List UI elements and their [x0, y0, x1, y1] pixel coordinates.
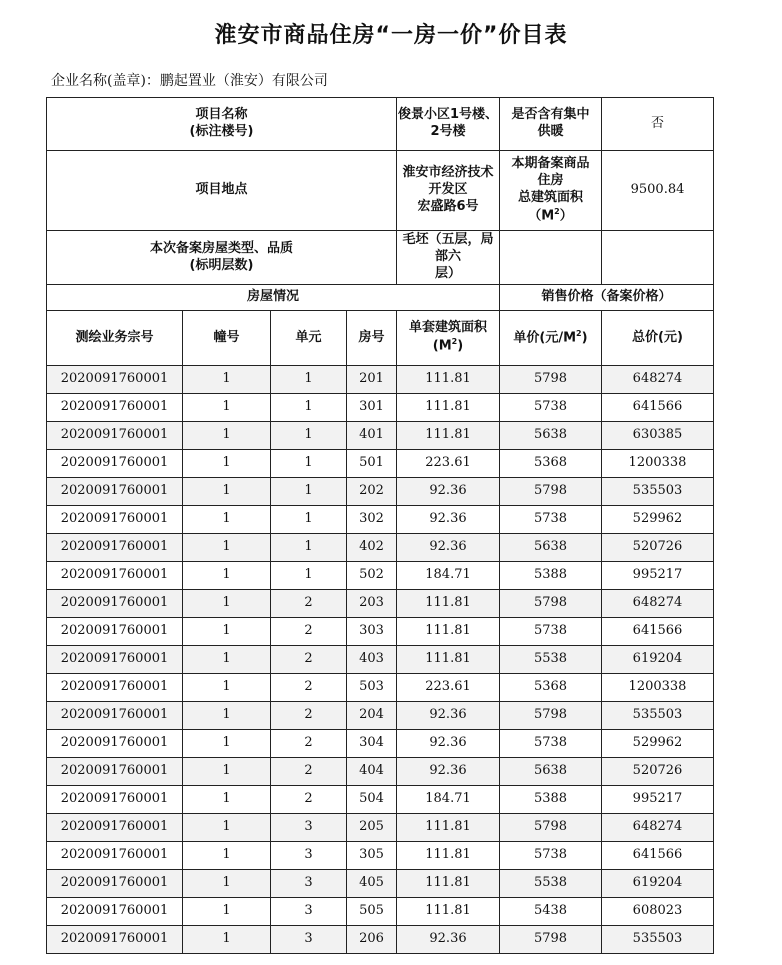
cell-room: 402 [347, 534, 397, 562]
cell-area: 111.81 [397, 646, 500, 674]
cell-case-no: 2020091760001 [47, 730, 183, 758]
cell-case-no: 2020091760001 [47, 786, 183, 814]
label-line: (标明层数) [189, 257, 254, 273]
cell-area: 92.36 [397, 926, 500, 954]
table-row [47, 478, 714, 506]
label-line: 总建筑面积 [517, 189, 583, 205]
cell-unit: 2 [271, 674, 347, 702]
cell-area: 111.81 [397, 366, 500, 394]
unit-text: ) [581, 330, 588, 346]
unit-text: （M [528, 208, 555, 224]
cell-room: 404 [347, 758, 397, 786]
cell-total: 1200338 [602, 450, 714, 478]
cell-room: 302 [347, 506, 397, 534]
empty-cell [602, 231, 714, 285]
cell-case-no: 2020091760001 [47, 506, 183, 534]
cell-case-no: 2020091760001 [47, 814, 183, 842]
total-area-value: 9500.84 [602, 151, 714, 231]
cell-case-no: 2020091760001 [47, 702, 183, 730]
table-row [47, 506, 714, 534]
cell-unit: 2 [271, 786, 347, 814]
empty-cell [500, 231, 602, 285]
unit-sup: 2 [554, 206, 560, 216]
cell-building: 1 [183, 842, 271, 870]
table-row [47, 702, 714, 730]
table-row [47, 646, 714, 674]
cell-total: 608023 [602, 898, 714, 926]
label-line: 本次备案房屋类型、品质 [149, 240, 293, 256]
cell-unit-price: 5798 [500, 926, 602, 954]
table-row [47, 422, 714, 450]
table-row [47, 394, 714, 422]
cell-total: 641566 [602, 842, 714, 870]
cell-unit: 3 [271, 926, 347, 954]
cell-room: 205 [347, 814, 397, 842]
cell-area: 111.81 [397, 898, 500, 926]
house-type-label [47, 231, 397, 285]
cell-area: 92.36 [397, 702, 500, 730]
cell-room: 502 [347, 562, 397, 590]
cell-total: 648274 [602, 366, 714, 394]
cell-total: 648274 [602, 590, 714, 618]
cell-total: 520726 [602, 534, 714, 562]
cell-unit: 3 [271, 870, 347, 898]
cell-total: 535503 [602, 702, 714, 730]
cell-room: 202 [347, 478, 397, 506]
info-row-type [47, 231, 714, 285]
cell-unit: 2 [271, 646, 347, 674]
cell-unit-price: 5638 [500, 422, 602, 450]
cell-case-no: 2020091760001 [47, 618, 183, 646]
cell-total: 641566 [602, 618, 714, 646]
cell-case-no: 2020091760001 [47, 562, 183, 590]
table-row [47, 674, 714, 702]
cell-building: 1 [183, 898, 271, 926]
cell-building: 1 [183, 786, 271, 814]
cell-total: 619204 [602, 646, 714, 674]
cell-area: 111.81 [397, 870, 500, 898]
table-row [47, 814, 714, 842]
cell-unit-price: 5738 [500, 618, 602, 646]
cell-building: 1 [183, 870, 271, 898]
label-line: 是否含有集中 [511, 107, 590, 123]
cell-unit-price: 5738 [500, 394, 602, 422]
table-row [47, 926, 714, 954]
cell-building: 1 [183, 646, 271, 674]
cell-case-no: 2020091760001 [47, 534, 183, 562]
cell-building: 1 [183, 926, 271, 954]
cell-unit-price: 5368 [500, 450, 602, 478]
cell-building: 1 [183, 814, 271, 842]
cell-building: 1 [183, 562, 271, 590]
section-row [47, 285, 714, 311]
cell-building: 1 [183, 450, 271, 478]
cell-room: 301 [347, 394, 397, 422]
label-line: 项目名称 [195, 107, 248, 123]
cell-unit: 1 [271, 366, 347, 394]
cell-room: 203 [347, 590, 397, 618]
cell-unit-price: 5798 [500, 366, 602, 394]
table-row [47, 786, 714, 814]
cell-unit-price: 5638 [500, 758, 602, 786]
housing-section-header: 房屋情况 [47, 285, 500, 311]
col-unit-price [500, 311, 602, 366]
cell-total: 641566 [602, 394, 714, 422]
cell-building: 1 [183, 590, 271, 618]
company-name: 企业名称(盖章)：鹏起置业（淮安）有限公司 [51, 73, 328, 89]
cell-total: 535503 [602, 926, 714, 954]
cell-case-no: 2020091760001 [47, 926, 183, 954]
value-line: 宏盛路6号 [417, 198, 479, 214]
cell-unit-price: 5738 [500, 506, 602, 534]
cell-total: 648274 [602, 814, 714, 842]
table-row [47, 730, 714, 758]
cell-total: 529962 [602, 730, 714, 758]
cell-room: 505 [347, 898, 397, 926]
cell-case-no: 2020091760001 [47, 758, 183, 786]
cell-unit: 2 [271, 702, 347, 730]
cell-building: 1 [183, 618, 271, 646]
project-name-value: 俊景小区1号楼、2号楼 [397, 98, 500, 151]
cell-case-no: 2020091760001 [47, 422, 183, 450]
label-line: 供暖 [537, 124, 564, 139]
cell-building: 1 [183, 674, 271, 702]
project-name-label [47, 98, 397, 151]
cell-building: 1 [183, 478, 271, 506]
cell-area: 111.81 [397, 394, 500, 422]
cell-unit-price: 5538 [500, 646, 602, 674]
cell-area: 223.61 [397, 674, 500, 702]
unit-text: ) [457, 338, 464, 354]
table-row [47, 366, 714, 394]
label-line: (标注楼号) [189, 124, 254, 139]
table-row [47, 870, 714, 898]
house-type-value [397, 231, 500, 285]
cell-area: 223.61 [397, 450, 500, 478]
cell-area: 92.36 [397, 478, 500, 506]
cell-unit-price: 5738 [500, 730, 602, 758]
cell-unit: 3 [271, 842, 347, 870]
table-row [47, 618, 714, 646]
value-line: 淮安市经济技术开发区 [402, 165, 494, 198]
price-table [46, 97, 714, 954]
cell-unit: 1 [271, 450, 347, 478]
col-unit: 单元 [271, 311, 347, 366]
cell-total: 630385 [602, 422, 714, 450]
cell-unit-price: 5798 [500, 478, 602, 506]
cell-room: 201 [347, 366, 397, 394]
unit-sup: 2 [576, 328, 582, 338]
cell-case-no: 2020091760001 [47, 646, 183, 674]
cell-unit-price: 5638 [500, 534, 602, 562]
cell-unit-price: 5388 [500, 786, 602, 814]
cell-unit: 3 [271, 814, 347, 842]
col-room: 房号 [347, 311, 397, 366]
cell-room: 501 [347, 450, 397, 478]
cell-room: 504 [347, 786, 397, 814]
cell-case-no: 2020091760001 [47, 870, 183, 898]
cell-building: 1 [183, 702, 271, 730]
cell-unit-price: 5798 [500, 702, 602, 730]
cell-building: 1 [183, 730, 271, 758]
cell-total: 529962 [602, 506, 714, 534]
page-title: 淮安市商品住房“一房一价”价目表 [214, 23, 568, 48]
cell-area: 111.81 [397, 618, 500, 646]
cell-building: 1 [183, 506, 271, 534]
cell-area: 92.36 [397, 730, 500, 758]
cell-unit: 2 [271, 618, 347, 646]
cell-unit-price: 5538 [500, 870, 602, 898]
label-line: 本期备案商品 [511, 156, 590, 172]
col-case-no: 测绘业务宗号 [47, 311, 183, 366]
location-value [397, 151, 500, 231]
cell-unit: 2 [271, 730, 347, 758]
cell-building: 1 [183, 394, 271, 422]
cell-case-no: 2020091760001 [47, 366, 183, 394]
cell-unit-price: 5368 [500, 674, 602, 702]
value-line: 毛坯（五层，局部六 [402, 232, 494, 265]
table-row [47, 758, 714, 786]
cell-total: 520726 [602, 758, 714, 786]
col-building: 幢号 [183, 311, 271, 366]
cell-room: 303 [347, 618, 397, 646]
cell-building: 1 [183, 534, 271, 562]
column-header-row [47, 311, 714, 366]
label-line [500, 207, 601, 225]
location-label: 项目地点 [47, 151, 397, 231]
cell-case-no: 2020091760001 [47, 842, 183, 870]
cell-unit: 1 [271, 534, 347, 562]
info-row-project [47, 98, 714, 151]
cell-room: 305 [347, 842, 397, 870]
cell-unit-price: 5798 [500, 590, 602, 618]
table-row [47, 534, 714, 562]
info-row-location [47, 151, 714, 231]
table-row [47, 450, 714, 478]
cell-building: 1 [183, 758, 271, 786]
cell-area: 111.81 [397, 814, 500, 842]
cell-room: 503 [347, 674, 397, 702]
cell-case-no: 2020091760001 [47, 394, 183, 422]
cell-room: 405 [347, 870, 397, 898]
cell-unit-price: 5798 [500, 814, 602, 842]
col-total-price: 总价(元) [602, 311, 714, 366]
cell-unit: 2 [271, 758, 347, 786]
value-line: 层） [434, 265, 461, 281]
cell-unit: 1 [271, 422, 347, 450]
cell-room: 206 [347, 926, 397, 954]
col-area [397, 311, 500, 366]
cell-building: 1 [183, 422, 271, 450]
cell-unit: 2 [271, 590, 347, 618]
cell-area: 92.36 [397, 506, 500, 534]
cell-case-no: 2020091760001 [47, 674, 183, 702]
cell-unit-price: 5438 [500, 898, 602, 926]
unit-text: (M [432, 338, 452, 354]
cell-total: 995217 [602, 562, 714, 590]
cell-area: 111.81 [397, 590, 500, 618]
cell-case-no: 2020091760001 [47, 478, 183, 506]
label-line [397, 337, 499, 355]
cell-case-no: 2020091760001 [47, 898, 183, 926]
unit-text: 单价(元/M [513, 330, 577, 346]
cell-area: 92.36 [397, 758, 500, 786]
total-area-label [500, 151, 602, 231]
cell-unit: 1 [271, 562, 347, 590]
cell-unit: 1 [271, 394, 347, 422]
cell-case-no: 2020091760001 [47, 450, 183, 478]
cell-unit: 1 [271, 478, 347, 506]
unit-sup: 2 [451, 337, 458, 347]
cell-area: 184.71 [397, 562, 500, 590]
cell-total: 619204 [602, 870, 714, 898]
cell-building: 1 [183, 366, 271, 394]
cell-room: 204 [347, 702, 397, 730]
cell-unit: 3 [271, 898, 347, 926]
cell-area: 111.81 [397, 842, 500, 870]
label-line: 住房 [537, 172, 564, 188]
cell-unit-price: 5738 [500, 842, 602, 870]
cell-unit: 1 [271, 506, 347, 534]
cell-total: 535503 [602, 478, 714, 506]
cell-unit-price: 5388 [500, 562, 602, 590]
cell-area: 184.71 [397, 786, 500, 814]
table-row [47, 590, 714, 618]
cell-room: 403 [347, 646, 397, 674]
label-line: 单套建筑面积 [408, 320, 487, 336]
unit-text: ） [559, 208, 573, 224]
cell-area: 92.36 [397, 534, 500, 562]
table-row [47, 898, 714, 926]
price-section-header: 销售价格（备案价格） [500, 285, 714, 311]
cell-total: 995217 [602, 786, 714, 814]
heating-value: 否 [602, 98, 714, 151]
table-row [47, 562, 714, 590]
heating-label [500, 98, 602, 151]
cell-total: 1200338 [602, 674, 714, 702]
table-row [47, 842, 714, 870]
cell-room: 304 [347, 730, 397, 758]
cell-area: 111.81 [397, 422, 500, 450]
cell-case-no: 2020091760001 [47, 590, 183, 618]
cell-room: 401 [347, 422, 397, 450]
